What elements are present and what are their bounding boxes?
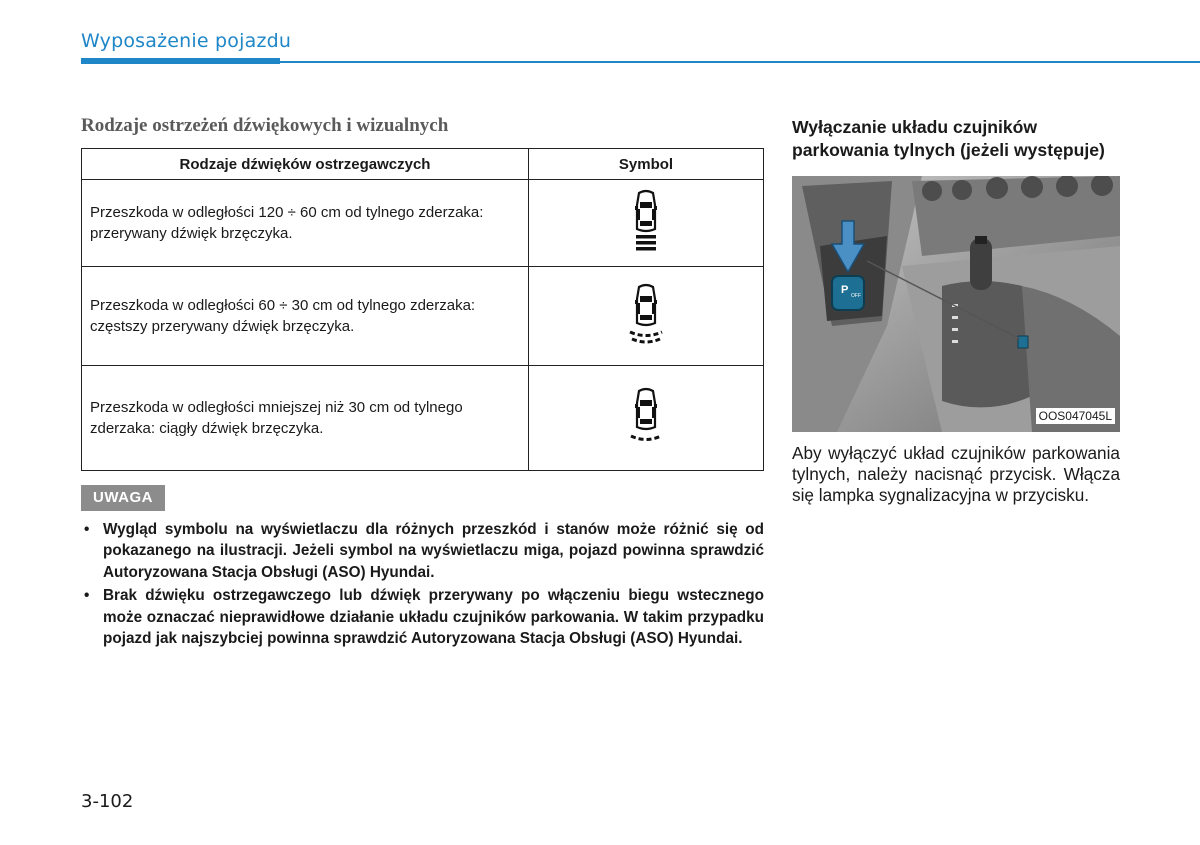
row-description-line: Przeszkoda w odległości 60 ÷ 30 cm od tylnego zderzaka: (90, 297, 476, 314)
header-title: Wyposażenie pojazdu (81, 30, 292, 52)
column-header-symbol: Symbol (529, 149, 764, 180)
row-description-line: częstszy przerywany dźwięk brzęczyka. (90, 318, 355, 335)
page-number: 3-102 (81, 791, 134, 812)
photo-button-sublabel: OFF (851, 293, 861, 299)
gear-console-illustration (792, 176, 1120, 432)
list-item (81, 585, 764, 649)
car-rear-sensor-near-icon (626, 387, 666, 445)
bullet-icon: • (84, 587, 90, 605)
row-description-line: Przeszkoda w odległości mniejszej niż 30 cm od tylnego (90, 399, 463, 416)
right-heading: Wyłączanie układu czujników parkowania tylnych (jeżeli występuje) (792, 117, 1105, 160)
photo-caption: OOS047045L (1036, 408, 1115, 424)
photo-button-label: P (841, 284, 849, 296)
row-description (82, 366, 529, 471)
list-item (81, 519, 764, 583)
warning-table (81, 148, 764, 471)
section-heading: Rodzaje ostrzeżeń dźwiękowych i wizualnych (81, 115, 449, 136)
table-row (82, 267, 764, 366)
console-photo (792, 176, 1120, 432)
notice-text: Brak dźwięku ostrzegawczego lub dźwięk przerywany po włączeniu biegu wstecznego może oznaczać nieprawidłowe działanie układu czujników parkowania. W takim przypadku pojazd jak najszybciej powinna sprawdzić Autoryzowana Stacja Obsługi (ASO) Hyundai. (103, 587, 764, 648)
row-description (82, 267, 529, 366)
header-rule-thick (81, 58, 280, 64)
table-header-row (82, 149, 764, 180)
row-symbol (529, 366, 764, 471)
header-rule-thin (280, 61, 1200, 63)
column-header-sounds: Rodzaje dźwięków ostrzegawczych (82, 149, 529, 180)
row-description-line: przerywany dźwięk brzęczyka. (90, 225, 293, 242)
right-body-text: Aby wyłączyć układ czujników parkowania tylnych, należy nacisnąć przycisk. Włącza się lampka sygnalizacyjna w przycisku. (792, 443, 1120, 505)
row-description-line: Przeszkoda w odległości 120 ÷ 60 cm od tylnego zderzaka: (90, 204, 484, 221)
car-rear-sensor-far-icon (630, 189, 662, 253)
table-row (82, 180, 764, 267)
notice-list (81, 519, 764, 651)
bullet-icon: • (84, 521, 90, 538)
table-row (82, 366, 764, 471)
uwaga-badge: UWAGA (81, 485, 165, 511)
row-description-line: zderzaka: ciągły dźwięk brzęczyka. (90, 420, 324, 437)
row-symbol (529, 267, 764, 366)
car-rear-sensor-medium-icon (626, 283, 666, 345)
row-description (82, 180, 529, 267)
notice-text: Wygląd symbolu na wyświetlaczu dla różnych przeszkód i stanów może różnić się od pokazanego na ilustracji. Jeżeli symbol na wyświetlaczu miga, pojazd powinna sprawdzić Autoryzowana Stacja Obsługi (ASO) Hyundai. (103, 521, 764, 581)
row-symbol (529, 180, 764, 267)
